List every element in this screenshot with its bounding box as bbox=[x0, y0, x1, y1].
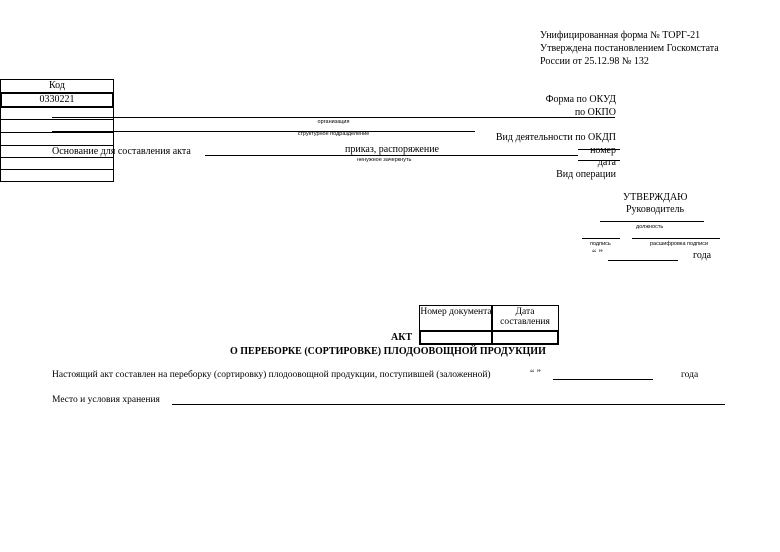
signature-caption: подпись bbox=[590, 241, 611, 247]
basis-line[interactable] bbox=[205, 155, 578, 156]
basis-label: Основание для составления акта bbox=[52, 146, 191, 157]
subdivision-caption: структурное подразделение bbox=[297, 131, 370, 137]
decoding-caption: расшифровка подписи bbox=[650, 241, 709, 247]
order-number-label: номер bbox=[590, 145, 616, 156]
act-title: О ПЕРЕБОРКЕ (СОРТИРОВКЕ) ПЛОДООВОЩНОЙ ПРОДУКЦИИ bbox=[230, 346, 546, 357]
basis-caption: ненужное зачеркнуть bbox=[357, 157, 412, 163]
order-date-cell[interactable] bbox=[0, 158, 114, 170]
number-leader-line bbox=[578, 149, 620, 150]
storage-line[interactable] bbox=[172, 404, 725, 405]
organization-caption: организация bbox=[317, 119, 350, 125]
intro-year-word: года bbox=[681, 370, 699, 380]
okpo-label: по ОКПО bbox=[574, 107, 616, 118]
date-leader-line bbox=[578, 160, 620, 161]
intro-date-line[interactable] bbox=[553, 379, 653, 380]
approval-date-quote: “ ” bbox=[592, 249, 603, 259]
approval-head: Руководитель bbox=[626, 204, 685, 215]
doc-date-header: Дата составления bbox=[491, 305, 559, 332]
act-word: АКТ bbox=[391, 332, 413, 343]
order-date-label: дата bbox=[597, 157, 616, 168]
doc-number-header: Номер документа bbox=[419, 305, 493, 332]
form-title-line-1: Унифицированная форма № ТОРГ-21 bbox=[540, 30, 701, 41]
signature-line[interactable] bbox=[582, 238, 620, 239]
doc-date-cell[interactable] bbox=[491, 330, 559, 345]
approval-date-line[interactable] bbox=[608, 260, 678, 261]
approval-year-word: года bbox=[693, 250, 712, 261]
okud-code-cell[interactable]: 0330221 bbox=[0, 92, 114, 108]
form-title-line-3: России от 25.12.98 № 132 bbox=[540, 56, 649, 67]
okud-label: Форма по ОКУД bbox=[545, 94, 616, 105]
okdp-label: Вид деятельности по ОКДП bbox=[495, 132, 616, 143]
intro-quote: “ ” bbox=[530, 369, 541, 379]
position-caption: должность bbox=[636, 224, 664, 230]
approval-title: УТВЕРЖДАЮ bbox=[623, 192, 688, 203]
intro-text: Настоящий акт составлен на переборку (сортировку) плодоовощной продукции, поступившей (заложенной) bbox=[52, 370, 491, 380]
operation-label: Вид операции bbox=[556, 169, 616, 180]
decoding-line[interactable] bbox=[632, 238, 720, 239]
operation-code-cell[interactable] bbox=[0, 170, 114, 182]
storage-label: Место и условия хранения bbox=[52, 395, 160, 405]
basis-value: приказ, распоряжение bbox=[345, 144, 439, 155]
code-header-cell: Код bbox=[0, 79, 114, 93]
form-title-line-2: Утверждена постановлением Госкомстата bbox=[540, 43, 719, 54]
organization-line[interactable] bbox=[52, 117, 615, 118]
position-line[interactable] bbox=[600, 221, 704, 222]
doc-number-cell[interactable] bbox=[419, 330, 493, 345]
